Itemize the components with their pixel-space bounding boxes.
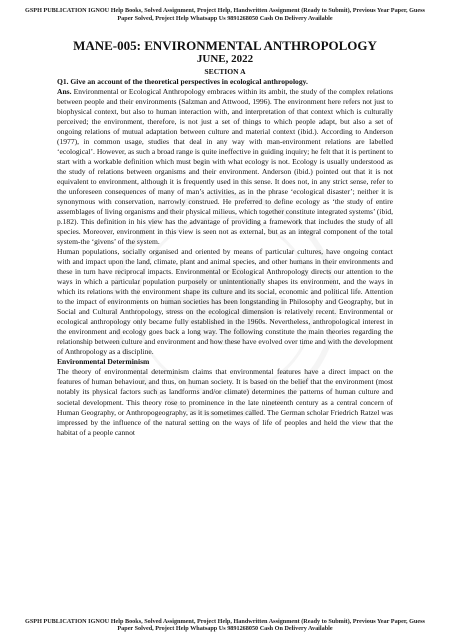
footer-banner: GSPH PUBLICATION IGNOU Help Books, Solved Assignment, Project Help, Handwritten Assignment (Ready to Submit), Previous Year Paper, Guess Paper Solved, Project Help Whatsapp Us 9891268050 Cash On Delivery Available xyxy=(25,617,425,633)
answer-text-1: Environmental or Ecological Anthropology embraces within its ambit, the study of the complex relations between people and their environments (Salzman and Attwood, 1996). The environment here refers not just to biophysical context, but also to human interaction with, and interpretation of that context which is culturally perceived; the environment, therefore, is not just a set of things to which people adapt, but also a set of ongoing relations of mutual adaptation between culture and material context (ibid.). According to Anderson (1977), in common usage, studies that deal in any way with man-environment relations are labelled ‘ecological’. However, as such a broad range is quite ineffective in guiding inquiry; he felt that it is pertinent to start with a workable definition which must begin with what ecology is not. Ecology is usually understood as the study of relations between organisms and their environment. Anderson (ibid.) pointed out that it is not equivalent to environment, although it is frequently used in this sense. It does not, in any strict sense, refer to the unforeseen consequences of many of man’s activities, as in the phrase ‘ecological disaster’; neither it is synonymous with conservation, narrowly construed. He preferred to define ecology as ‘the study of entire assemblages of living organisms and their physical milieus, which together constitute integrated systems’ (ibid, p.182). This definition in his view has the advantage of providing a framework that includes the study of all species. Moreover, environment in this view is seen not as external, but as an integral component of the total system-the ‘givens’ of the system. xyxy=(57,87,393,247)
answer-paragraph-2: Human populations, socially organised and oriented by means of particular cultures, have ongoing contact with and impact upon the land, climate, plant and animal species, and other humans in their environments and these in turn have reciprocal impacts. Environmental or Ecological Anthropology directs our attention to the ways in which a particular population purposely or unintentionally shapes its environment, and the ways in which its relations with the environment shape its culture and its social, economic and political life. Attention to the impact of environments on human societies has been longstanding in Philosophy and Geography, but in Social and Cultural Anthropology, stress on the ecological dimension is relatively recent. Environmental or ecological anthropology only became fully established in the 1960s. Nevertheless, anthropological interest in the environment and ecology goes back a long way. The following constitute the main theories regarding the relationship between culture and environment and how these have evolved over time and with the development of Anthropology as a discipline. xyxy=(57,247,393,357)
header-banner: GSPH PUBLICATION IGNOU Help Books, Solved Assignment, Project Help, Handwritten Assignment (Ready to Submit), Previous Year Paper, Guess Paper Solved, Project Help Whatsapp Us 9891268050 Cash On Delivery Available xyxy=(25,7,425,22)
document-body xyxy=(57,38,393,593)
question-text: Q1. Give an account of the theoretical perspectives in ecological anthropology. xyxy=(57,77,308,86)
answer-paragraph-3: The theory of environmental determinism claims that environmental features have a direct impact on the features of human behaviour, and thus, on human society. It is based on the belief that the environment (most notably its physical factors such as landforms and/or climate) determines the patterns of human culture and societal development. This theory rose to prominence in the late nineteenth century as a central concern of Human Geography, or Anthropogeography, as it is sometimes called. The German scholar Friedrich Ratzel was impressed by the influence of the natural setting on the ways of life of peoples and held the view that the habitat of a people cannot xyxy=(57,367,393,437)
answer-label: Ans. xyxy=(57,87,72,97)
exam-session: JUNE, 2022 xyxy=(196,53,254,65)
document-title: MANE-005: ENVIRONMENTAL ANTHROPOLOGY xyxy=(73,38,377,53)
section-heading: SECTION A xyxy=(204,67,246,76)
answer-paragraph-1 xyxy=(57,87,393,247)
subheading-environmental-determinism: Environmental Determinism xyxy=(57,357,150,367)
